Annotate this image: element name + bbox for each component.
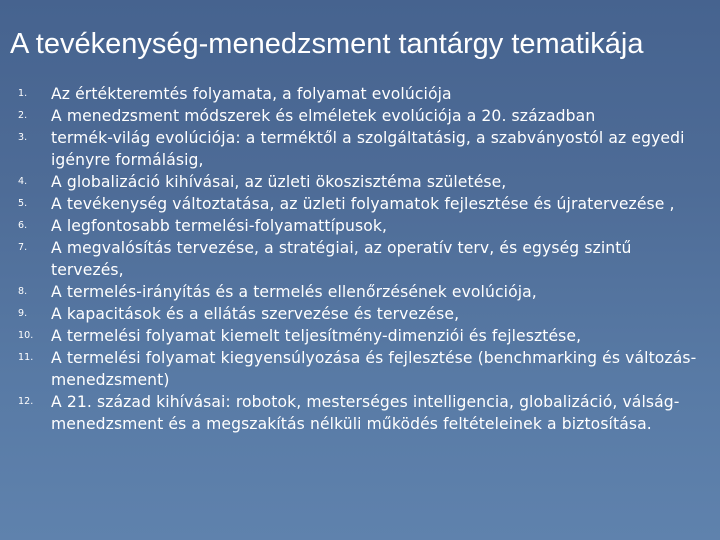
list-item <box>18 391 708 435</box>
list-item <box>18 325 708 347</box>
item-text: termék-világ evolúciója: a terméktől a szolgáltatásig, a szabványostól az egyedi igényre formálásig, <box>51 129 685 169</box>
item-text: A megvalósítás tervezése, a stratégiai, az operatív terv, és egység szintű tervezés, <box>51 239 632 279</box>
item-text: A kapacitások és a ellátás szervezése és tervezése, <box>51 305 460 323</box>
item-number: 1. <box>18 88 28 99</box>
item-text: Az értékteremtés folyamata, a folyamat evolúciója <box>51 85 452 103</box>
slide-title: A tevékenység-menedzsment tantárgy tematikája <box>10 28 644 60</box>
item-number: 8. <box>18 286 28 297</box>
item-text: A tevékenység változtatása, az üzleti folyamatok fejlesztése és újratervezése , <box>51 195 675 213</box>
list-item <box>18 347 708 391</box>
item-text: A menedzsment módszerek és elméletek evolúciója a 20. században <box>51 107 596 125</box>
list-item <box>18 171 708 193</box>
list-item <box>18 281 708 303</box>
item-number: 9. <box>18 308 28 319</box>
item-number: 2. <box>18 110 28 121</box>
list-item <box>18 83 708 105</box>
list-item <box>18 303 708 325</box>
item-number: 12. <box>18 396 34 407</box>
item-number: 11. <box>18 352 34 363</box>
item-number: 10. <box>18 330 34 341</box>
item-number: 4. <box>18 176 28 187</box>
item-text: A termelés-irányítás és a termelés ellenőrzésének evolúciója, <box>51 283 537 301</box>
item-number: 5. <box>18 198 28 209</box>
item-text: A termelési folyamat kiemelt teljesítmény-dimenziói és fejlesztése, <box>51 327 582 345</box>
item-text: A legfontosabb termelési-folyamattípusok, <box>51 217 388 235</box>
list-item <box>18 237 708 281</box>
item-number: 6. <box>18 220 28 231</box>
list-item <box>18 215 708 237</box>
list-item <box>18 105 708 127</box>
item-number: 7. <box>18 242 28 253</box>
item-text: A globalizáció kihívásai, az üzleti ökoszisztéma születése, <box>51 173 507 191</box>
item-text: A termelési folyamat kiegyensúlyozása és fejlesztése (benchmarking és változás-menedzsment) <box>51 349 697 389</box>
list-item <box>18 127 708 171</box>
list-item <box>18 193 708 215</box>
topic-list <box>18 83 708 435</box>
item-number: 3. <box>18 132 28 143</box>
item-text: A 21. század kihívásai: robotok, mesterséges intelligencia, globalizáció, válság-menedzsment és a megszakítás nélküli működés feltételeinek a biztosítása. <box>51 393 680 433</box>
